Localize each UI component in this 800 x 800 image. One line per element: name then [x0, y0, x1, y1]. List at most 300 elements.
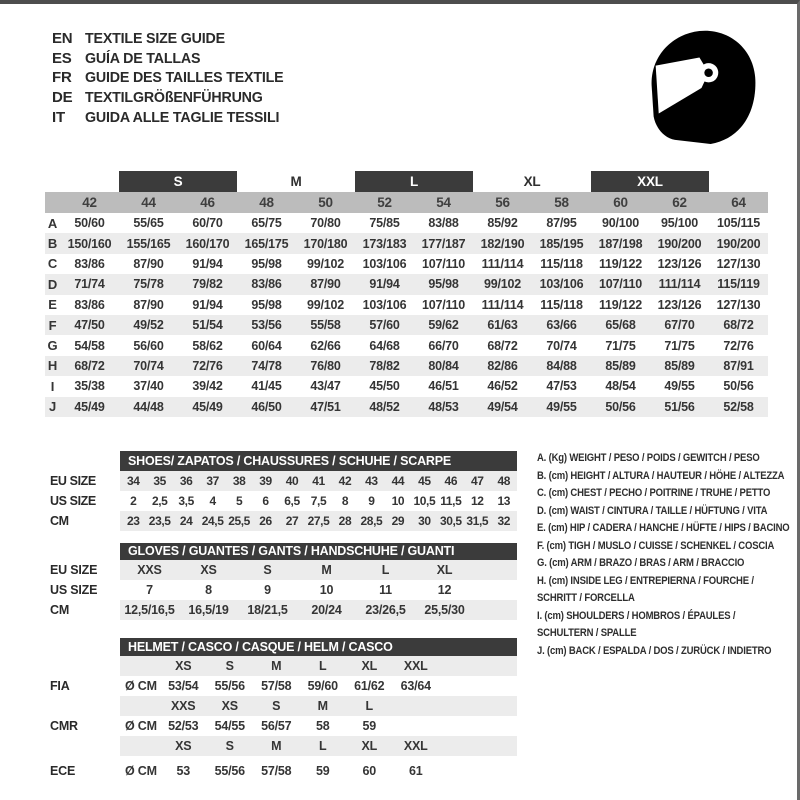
legend-line: G. (cm) ARM / BRAZO / BRAS / ARM / BRACCIO [537, 557, 745, 569]
measure-value-cell: 63/66 [546, 318, 577, 333]
measure-value-cell: 64/68 [369, 338, 400, 353]
shoe-size-cell: 25,5 [228, 514, 250, 528]
shoe-size-cell: 43 [365, 474, 378, 488]
helmet-value-row [50, 716, 517, 736]
measure-letter-cell: E [48, 297, 57, 313]
helmet-standard-label: FIA [50, 679, 70, 693]
language-row [52, 29, 294, 49]
measure-letter-cell: H [47, 358, 58, 374]
measure-value-cell: 51/54 [192, 318, 223, 333]
helmet-size-cell: XL [361, 739, 378, 753]
table-row [45, 254, 768, 274]
helmet-size-row [120, 696, 517, 716]
measure-value-cell: 74/78 [251, 358, 282, 373]
measure-value-cell: 49/55 [664, 379, 695, 394]
size-group-m: M [290, 174, 302, 189]
glove-size-cell: S [263, 563, 272, 577]
measure-letter-cell: I [50, 378, 55, 394]
glove-size-cell: 9 [264, 583, 271, 597]
measure-value-cell: 49/52 [133, 318, 164, 333]
helmet-diameter-cell: 55/56 [214, 764, 245, 778]
measure-value-cell: 95/98 [251, 297, 282, 312]
table-row [50, 560, 517, 580]
shoe-size-cell: 36 [179, 474, 193, 488]
guide-title: GUIDE DES TAILLES TEXTILE [85, 69, 284, 87]
measure-value-cell: 87/90 [133, 256, 164, 271]
size-number-cell: 46 [200, 195, 215, 210]
helmet-diameter-cell: 53 [176, 764, 190, 778]
shoe-size-cell: 32 [497, 514, 511, 528]
measure-value-cell: 72/76 [723, 338, 754, 353]
language-row [52, 107, 294, 127]
measure-value-cell: 43/47 [310, 379, 341, 394]
measure-value-cell: 91/94 [369, 277, 400, 292]
language-title-list [52, 29, 294, 127]
shoe-size-cell: 41 [312, 474, 325, 488]
helmet-diameter-cell: 58 [315, 719, 330, 733]
measure-value-cell: 68/72 [487, 338, 518, 353]
language-code: ES [52, 49, 72, 67]
guide-title: TEXTILGRÖßENFÜHRUNG [85, 89, 263, 107]
helmet-size-cell: M [317, 699, 328, 713]
measure-value-cell: 53/56 [251, 318, 282, 333]
glove-size-cell: XL [436, 563, 453, 577]
shoe-size-cell: 10 [391, 494, 405, 508]
table-row [45, 376, 768, 396]
table-row [45, 356, 768, 376]
shoe-size-cell: 48 [497, 474, 511, 488]
measure-value-cell: 90/100 [601, 216, 640, 231]
table-row [45, 397, 768, 417]
measure-value-cell: 65/68 [605, 318, 636, 333]
legend-line: J. (cm) BACK / ESPALDA / DOS / ZURÜCK / INDIETRO [537, 644, 772, 657]
measure-value-cell: 46/52 [487, 379, 518, 394]
measure-value-cell: 105/115 [716, 216, 761, 231]
shoe-size-cell: 26 [259, 514, 272, 528]
measure-value-cell: 82/86 [487, 358, 518, 373]
legend-line: E. (cm) HIP / CADERA / HANCHE / HÜFTE / HIPS / BACINO [537, 522, 790, 534]
glove-size-cell: XS [200, 563, 217, 577]
shoe-size-cell: 34 [126, 474, 140, 488]
measure-value-cell: 45/49 [192, 399, 223, 414]
helmet-size-cell: S [272, 699, 281, 713]
shoe-size-cell: 10,5 [413, 494, 436, 508]
measure-value-cell: 103/106 [362, 297, 407, 312]
helmet-standard-label: ECE [50, 764, 76, 778]
helmet-size-cell: M [271, 659, 282, 673]
helmet-diameter-cell: 57/58 [261, 679, 292, 693]
helmet-size-cell: S [225, 659, 234, 673]
measure-value-cell: 83/88 [428, 216, 459, 231]
helmet-standard-group [45, 656, 768, 696]
measure-value-cell: 46/50 [251, 399, 282, 414]
helmet-size-cell: L [365, 699, 373, 713]
measure-value-cell: 95/98 [251, 256, 282, 271]
helmet-diameter-cell: 52/53 [168, 719, 199, 733]
size-number-cell: 42 [82, 195, 97, 210]
measure-value-cell: 67/70 [664, 318, 695, 333]
helmet-size-cell: S [225, 739, 234, 753]
shoe-size-cell: 27 [285, 514, 299, 528]
shoe-size-cell: 12 [471, 494, 484, 508]
measure-value-cell: 76/80 [310, 358, 341, 373]
measure-value-cell: 71/75 [605, 338, 636, 353]
textile-table-body [45, 213, 768, 417]
measure-value-cell: 54/58 [74, 338, 105, 353]
measure-value-cell: 107/110 [598, 277, 643, 292]
size-number-cell: 48 [259, 195, 274, 210]
measure-value-cell: 111/114 [481, 297, 524, 312]
glove-size-cell: 23/26,5 [365, 603, 406, 617]
measure-value-cell: 87/95 [546, 216, 577, 231]
shoe-size-cell: 4 [209, 494, 216, 508]
helmet-standard-group [45, 736, 768, 781]
measure-value-cell: 165/175 [244, 236, 289, 251]
glove-size-cell: 12 [437, 583, 452, 597]
helmet-size-cell: XXL [403, 659, 428, 673]
helmet-size-cell: XS [221, 699, 238, 713]
row-label: EU SIZE [50, 563, 98, 577]
size-number-cell: 62 [672, 195, 687, 210]
measure-letter-cell: F [48, 317, 57, 333]
measure-value-cell: 56/60 [133, 338, 164, 353]
measure-value-cell: 35/38 [74, 379, 105, 394]
measure-letter-cell: G [47, 338, 58, 354]
shoe-size-cell: 9 [368, 494, 375, 508]
table-row [45, 274, 768, 294]
shoe-size-cell: 30 [418, 514, 431, 528]
measure-value-cell: 59/62 [428, 318, 459, 333]
size-number-cell: 54 [436, 195, 451, 210]
measure-value-cell: 48/54 [605, 379, 636, 394]
measure-value-cell: 68/72 [74, 358, 105, 373]
glove-size-cell: 25,5/30 [424, 603, 465, 617]
shoe-size-cell: 23 [126, 514, 140, 528]
glove-size-cell: 7 [146, 583, 153, 597]
measure-value-cell: 150/160 [67, 236, 112, 251]
row-label: US SIZE [50, 583, 98, 597]
measure-value-cell: 45/50 [369, 379, 400, 394]
helmet-size-cell: XXL [403, 739, 428, 753]
helmet-diameter-cell: 55/56 [214, 679, 245, 693]
glove-size-cell: 8 [205, 583, 212, 597]
helmet-size-row [120, 656, 517, 676]
measure-value-cell: 60/70 [192, 216, 223, 231]
shoe-size-cell: 28 [338, 514, 352, 528]
measure-value-cell: 187/198 [598, 236, 643, 251]
row-label: CM [50, 514, 69, 528]
measure-value-cell: 190/200 [716, 236, 761, 251]
helmet-diameter-cell: 53/54 [168, 679, 199, 693]
guide-title: GUIDA ALLE TAGLIE TESSILI [85, 108, 280, 126]
measure-value-cell: 55/58 [310, 318, 341, 333]
measure-value-cell: 91/94 [192, 256, 223, 271]
measure-value-cell: 75/85 [369, 216, 400, 231]
measure-value-cell: 127/130 [716, 256, 761, 271]
measure-value-cell: 52/58 [723, 399, 754, 414]
measure-value-cell: 39/42 [192, 379, 223, 394]
size-group-l: L [355, 171, 473, 192]
helmet-value-row [50, 761, 517, 781]
measure-value-cell: 170/180 [303, 236, 348, 251]
helmet-diameter-cell: 59/60 [307, 679, 338, 693]
helmet-value-row [50, 676, 517, 696]
shoe-size-cell: 46 [444, 474, 458, 488]
measure-value-cell: 47/51 [310, 399, 341, 414]
measure-value-cell: 61/63 [487, 318, 518, 333]
measure-letter-cell: C [47, 256, 58, 272]
glove-size-cell: 16,5/19 [188, 603, 229, 617]
shoe-size-cell: 5 [235, 494, 243, 508]
helmet-diameter-cell: 59 [362, 719, 376, 733]
language-row [52, 88, 294, 108]
size-number-header-row [45, 192, 768, 213]
legend-line: H. (cm) INSIDE LEG / ENTREPIERNA / FOURCHE / [537, 574, 754, 587]
shoe-size-cell: 31,5 [466, 514, 489, 528]
measure-value-cell: 99/102 [306, 297, 345, 312]
measure-value-cell: 41/45 [251, 379, 282, 394]
measure-value-cell: 111/114 [481, 256, 524, 271]
measure-value-cell: 83/86 [74, 297, 105, 312]
measure-value-cell: 83/86 [251, 277, 282, 292]
diameter-cm-label: Ø CM [125, 719, 157, 733]
measure-value-cell: 103/106 [539, 277, 584, 292]
measure-value-cell: 111/114 [658, 277, 701, 292]
measure-value-cell: 173/183 [362, 236, 407, 251]
measure-value-cell: 91/94 [192, 297, 223, 312]
shoe-size-cell: 35 [153, 474, 166, 488]
helmet-icon [650, 30, 756, 144]
measure-value-cell: 182/190 [480, 236, 525, 251]
measure-value-cell: 78/82 [369, 358, 400, 373]
shoe-size-cell: 23,5 [148, 514, 171, 528]
measure-value-cell: 72/76 [192, 358, 223, 373]
table-row [50, 600, 517, 620]
measure-value-cell: 66/70 [428, 338, 459, 353]
helmet-diameter-cell: 63/64 [400, 679, 431, 693]
legend-line: A. (Kg) WEIGHT / PESO / POIDS / GEWITCH / PESO [537, 452, 760, 464]
measurement-legend [537, 450, 797, 660]
textile-size-table [45, 171, 768, 417]
language-code: FR [52, 69, 72, 87]
measure-value-cell: 46/51 [428, 379, 459, 394]
legend-line: I. (cm) SHOULDERS / HOMBROS / ÉPAULES / [537, 609, 736, 622]
shoe-size-cell: 44 [391, 474, 405, 488]
shoe-size-cell: 45 [418, 474, 431, 488]
measure-letter-cell: B [47, 236, 58, 252]
shoe-size-cell: 6 [262, 494, 269, 508]
helmet-diameter-cell: 61 [408, 764, 423, 778]
shoe-size-cell: 47 [471, 474, 484, 488]
measure-value-cell: 79/82 [192, 277, 223, 292]
table-row [45, 315, 768, 335]
measure-value-cell: 70/80 [310, 216, 341, 231]
size-number-cell: 64 [731, 195, 746, 210]
helmet-diameter-cell: 57/58 [261, 764, 292, 778]
measure-value-cell: 45/49 [74, 399, 105, 414]
shoe-size-cell: 28,5 [360, 514, 383, 528]
table-row [45, 233, 768, 253]
measure-value-cell: 60/64 [251, 338, 282, 353]
table-row [50, 491, 517, 511]
size-number-cell: 52 [377, 195, 392, 210]
helmet-size-cell: L [319, 659, 327, 673]
helmet-size-cell: M [271, 739, 282, 753]
shoe-size-cell: 42 [338, 474, 352, 488]
table-row [50, 580, 517, 600]
measure-value-cell: 85/92 [487, 216, 518, 231]
helmet-size-cell: XS [175, 659, 192, 673]
measure-value-cell: 83/86 [74, 256, 105, 271]
size-number-cell: 44 [141, 195, 156, 210]
table-row [45, 295, 768, 315]
helmet-diameter-cell: 54/55 [214, 719, 245, 733]
measure-value-cell: 70/74 [546, 338, 577, 353]
measure-value-cell: 115/119 [717, 277, 760, 292]
measure-value-cell: 68/72 [723, 318, 754, 333]
measure-value-cell: 50/56 [605, 399, 636, 414]
measure-value-cell: 119/122 [598, 256, 643, 271]
measure-letter-cell: D [47, 276, 58, 292]
measure-value-cell: 99/102 [483, 277, 522, 292]
measure-value-cell: 177/187 [421, 236, 466, 251]
shoe-size-cell: 39 [259, 474, 272, 488]
measure-value-cell: 50/56 [723, 379, 754, 394]
measure-letter-cell: J [48, 399, 57, 415]
diameter-cm-label: Ø CM [125, 764, 157, 778]
shoe-size-cell: 11,5 [440, 494, 462, 508]
glove-size-cell: 10 [319, 583, 334, 597]
shoe-size-cell: 3,5 [178, 494, 194, 508]
helmet-standard-label: CMR [50, 719, 78, 733]
measure-value-cell: 185/195 [539, 236, 584, 251]
table-row [45, 335, 768, 355]
row-label: US SIZE [50, 494, 96, 508]
table-row [50, 511, 517, 531]
measure-value-cell: 103/106 [362, 256, 407, 271]
measure-value-cell: 95/100 [660, 216, 699, 231]
measure-value-cell: 119/122 [598, 297, 643, 312]
glove-size-cell: 18/21,5 [247, 603, 288, 617]
size-group-xxl: XXL [591, 171, 709, 192]
shoe-size-cell: 8 [341, 494, 349, 508]
helmet-diameter-cell: 61/62 [354, 679, 385, 693]
language-row [52, 68, 294, 88]
glove-size-cell: M [321, 563, 332, 577]
shoe-size-cell: 2 [130, 494, 137, 508]
size-number-cell: 58 [554, 195, 569, 210]
measure-value-cell: 70/74 [133, 358, 164, 373]
shoe-size-cell: 37 [206, 474, 219, 488]
shoe-size-cell: 40 [285, 474, 299, 488]
size-group-header-row [45, 171, 768, 192]
row-label: CM [50, 603, 70, 617]
helmet-size-cell: L [319, 739, 327, 753]
size-group-xl: XL [523, 174, 541, 189]
legend-line: B. (cm) HEIGHT / ALTURA / HAUTEUR / HÖHE / ALTEZZA [537, 469, 785, 482]
guide-title: GUÍA DE TALLAS [85, 49, 201, 67]
measure-value-cell: 37/40 [133, 379, 164, 394]
table-row [50, 471, 517, 491]
measure-value-cell: 115/118 [540, 297, 583, 312]
legend-line: SCHRITT / FORCELLA [537, 592, 635, 604]
measure-value-cell: 65/75 [251, 216, 282, 231]
measure-value-cell: 51/56 [664, 399, 695, 414]
shoe-size-cell: 24 [179, 514, 193, 528]
measure-value-cell: 71/74 [74, 277, 105, 292]
language-code: IT [52, 108, 65, 126]
measure-value-cell: 115/118 [540, 256, 583, 271]
glove-size-cell: 11 [379, 583, 392, 597]
measure-value-cell: 85/89 [664, 358, 695, 373]
shoe-size-cell: 6,5 [284, 494, 300, 508]
measure-value-cell: 85/89 [605, 358, 636, 373]
measure-value-cell: 84/88 [546, 358, 577, 373]
shoe-size-cell: 38 [232, 474, 246, 488]
measure-value-cell: 75/78 [133, 277, 164, 292]
measure-value-cell: 160/170 [185, 236, 230, 251]
measure-value-cell: 87/91 [723, 358, 754, 373]
measure-value-cell: 58/62 [192, 338, 223, 353]
measure-value-cell: 48/52 [369, 399, 400, 414]
size-number-cell: 56 [495, 195, 510, 210]
measure-value-cell: 47/53 [546, 379, 577, 394]
row-label: EU SIZE [50, 474, 96, 488]
gloves-table-title: GLOVES / GUANTES / GANTS / HANDSCHUHE / GUANTI [120, 543, 517, 560]
helmet-size-cell: XS [175, 739, 192, 753]
shoe-size-cell: 13 [497, 494, 511, 508]
helmet-standard-group [45, 696, 768, 736]
shoe-size-cell: 29 [391, 514, 405, 528]
shoe-size-cell: 2,5 [151, 494, 168, 508]
language-row [52, 49, 294, 69]
measure-value-cell: 55/65 [133, 216, 164, 231]
glove-size-cell: 12,5/16,5 [124, 603, 175, 617]
measure-value-cell: 48/53 [428, 399, 459, 414]
size-group-s: S [119, 171, 237, 192]
shoe-size-cell: 30,5 [439, 514, 462, 528]
legend-line: D. (cm) WAIST / CINTURA / TAILLE / HÜFTUNG / VITA [537, 504, 768, 517]
measure-value-cell: 95/98 [428, 277, 459, 292]
table-row [45, 213, 768, 233]
diameter-cm-label: Ø CM [125, 679, 157, 693]
helmet-size-cell: XL [361, 659, 378, 673]
measure-value-cell: 80/84 [428, 358, 459, 373]
measure-value-cell: 57/60 [369, 318, 400, 333]
size-number-cell: 50 [318, 195, 333, 210]
measure-value-cell: 123/126 [657, 297, 702, 312]
measure-value-cell: 44/48 [133, 399, 164, 414]
measure-value-cell: 155/165 [126, 236, 171, 251]
language-code: EN [52, 30, 73, 48]
measure-value-cell: 99/102 [306, 256, 345, 271]
measure-value-cell: 49/54 [487, 399, 518, 414]
helmet-table-title: HELMET / CASCO / CASQUE / HELM / CASCO [120, 638, 517, 656]
measure-value-cell: 127/130 [716, 297, 761, 312]
guide-title: TEXTILE SIZE GUIDE [85, 30, 225, 48]
measure-value-cell: 71/75 [664, 338, 695, 353]
measure-value-cell: 123/126 [657, 256, 702, 271]
glove-size-cell: L [381, 563, 390, 577]
helmet-diameter-cell: 56/57 [261, 719, 292, 733]
size-number-cell: 60 [613, 195, 628, 210]
legend-line: SCHULTERN / SPALLE [537, 627, 637, 639]
measure-value-cell: 107/110 [421, 256, 466, 271]
helmet-size-row [120, 736, 517, 756]
measure-value-cell: 49/55 [546, 399, 577, 414]
helmet-size-cell: XXS [171, 699, 196, 713]
measure-value-cell: 47/50 [74, 318, 105, 333]
